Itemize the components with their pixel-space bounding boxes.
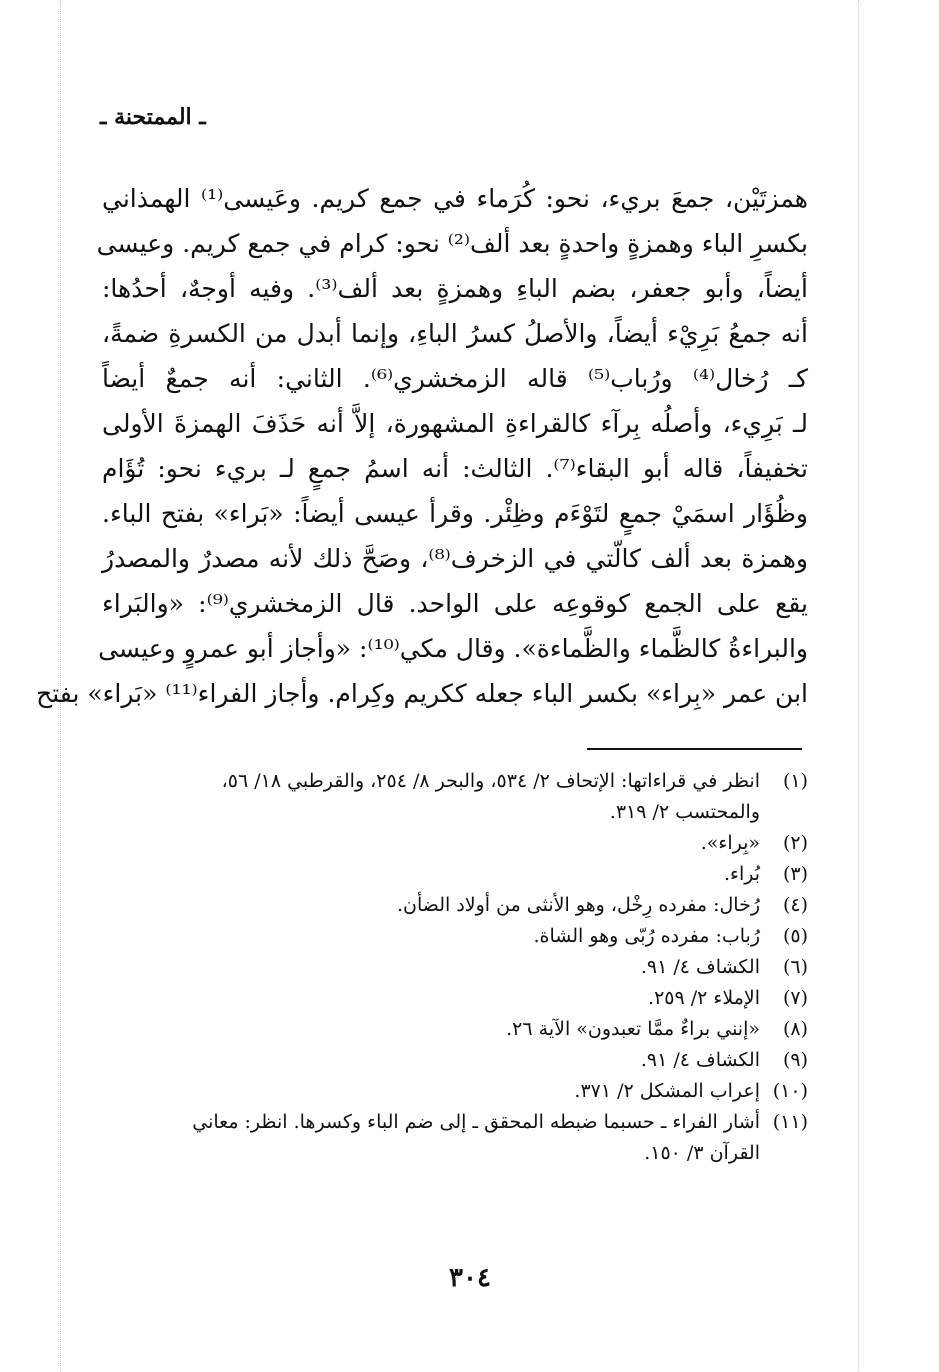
- text-line: أنه جمعُ بَرِيْء أيضاً، والأصلُ كسرُ الباءِ، وإنما أبدل من الكسرةِ ضمةً،: [102, 319, 808, 348]
- text-line: تخفيفاً، قاله أبو البقاء⁽⁷⁾. الثالث: أنه اسمُ جمعٍ لـ بريء نحو: تُؤَام: [102, 454, 808, 483]
- text-line: والبراءةُ كالظَّماء والظَّماءة». وقال مكي⁽¹⁰⁾: «وأجاز أبو عمروٍ وعيسى: [98, 634, 808, 663]
- footnote: [102, 921, 808, 952]
- text-line: كـ رُخال⁽⁴⁾ ورُباب⁽⁵⁾ قاله الزمخشري⁽⁶⁾. الثاني: أنه جمعٌ أيضاً: [102, 364, 809, 393]
- footnote-number: (٢): [782, 832, 808, 854]
- footnotes: [102, 766, 808, 1169]
- footnote: [102, 1107, 808, 1169]
- footnote-text: «بِراء».: [700, 832, 760, 854]
- main-text: [36, 176, 809, 716]
- footnote-separator: [587, 748, 802, 750]
- footnote: [102, 859, 808, 890]
- footnote-number: (٦): [782, 956, 808, 978]
- footnote-text: أشار الفراء ـ حسبما ضبطه المحقق ـ إلى ضم الباء وكسرها. انظر: معاني القرآن ٣/ ١٥٠.: [192, 1111, 760, 1164]
- footnote-number: (٧): [782, 987, 808, 1009]
- footnote: [102, 1076, 808, 1107]
- footnote-number: (٩): [782, 1049, 808, 1071]
- text-line: لـ بَرِيء، وأصلُه بِرآء كالقراءةِ المشهورة، إلاَّ أنه حَذَفَ الهمزةَ الأولى: [102, 409, 808, 438]
- text-line: همزتَيْن، جمعَ بريء، نحو: كُرَماء في جمع كريم. وعَيسى⁽¹⁾ الهمذاني: [102, 184, 808, 213]
- footnote-number: (١١): [772, 1111, 808, 1133]
- footnote-text: الإملاء ٢/ ٢٥٩.: [648, 987, 760, 1009]
- footnote-text: الكشاف ٤/ ٩١.: [640, 1049, 760, 1071]
- running-header: ـ الممتحنة ـ: [100, 104, 206, 130]
- footnote: [102, 952, 808, 983]
- page-number: ٣٠٤: [449, 1263, 491, 1293]
- footnote-text: رُخال: مفرده رِخْل، وهو الأنثى من أولاد الضأن.: [396, 894, 760, 916]
- footnote: [102, 828, 808, 859]
- footnote: [102, 766, 808, 828]
- footnote-number: (٤): [782, 894, 808, 916]
- footnote-number: (٥): [782, 925, 808, 947]
- text-line: وهمزة بعد ألف كالّتي في الزخرف⁽⁸⁾، وصَحَّ ذلك لأنه مصدرٌ والمصدرُ: [102, 544, 808, 573]
- text-line: بكسرِ الباء وهمزةٍ واحدةٍ بعد ألف⁽²⁾ نحو: كرام في جمع كريم. وعيسى: [96, 229, 808, 258]
- footnote-text: رُباب: مفرده رُبّى وهو الشاة.: [533, 925, 760, 947]
- footnote-text: بُراء.: [723, 863, 760, 885]
- footnote-text: إعراب المشكل ٢/ ٣٧١.: [574, 1080, 760, 1102]
- footnote: [102, 983, 808, 1014]
- text-line: أيضاً، وأبو جعفر، بضم الباءِ وهمزةٍ بعد ألف⁽³⁾. وفيه أوجهٌ، أحدُها:: [102, 274, 808, 303]
- footnote: [102, 890, 808, 921]
- footnote-number: (٣): [782, 863, 808, 885]
- scan-edge-right: [858, 0, 859, 1372]
- footnote-text: الكشاف ٤/ ٩١.: [640, 956, 760, 978]
- text-line: يقع على الجمع كوقوعِه على الواحد. قال الزمخشري⁽⁹⁾: «والبَراء: [102, 589, 809, 618]
- footnote-number: (١): [782, 770, 808, 792]
- footnote-number: (١٠): [772, 1080, 808, 1102]
- footnote-text: «إنني براءٌ ممَّا تعبدون» الآية ٢٦.: [506, 1018, 760, 1040]
- text-line: ابن عمر «بِراء» بكسر الباء جعله ككريم وكِرام. وأجاز الفراء⁽¹¹⁾ «بَراء» بفتح: [36, 679, 808, 708]
- footnote: [102, 1014, 808, 1045]
- footnote-number: (٨): [782, 1018, 808, 1040]
- text-line: وظُؤَار اسمَيْ جمعٍ لتَوْءَم وظِئْر. وقرأ عيسى أيضاً: «بَراء» بفتح الباء.: [102, 499, 808, 528]
- footnote: [102, 1045, 808, 1076]
- footnote-text: انظر في قراءاتها: الإتحاف ٢/ ٥٣٤، والبحر ٨/ ٢٥٤، والقرطبي ١٨/ ٥٦، والمحتسب ٢/ ٣١٩.: [221, 770, 760, 823]
